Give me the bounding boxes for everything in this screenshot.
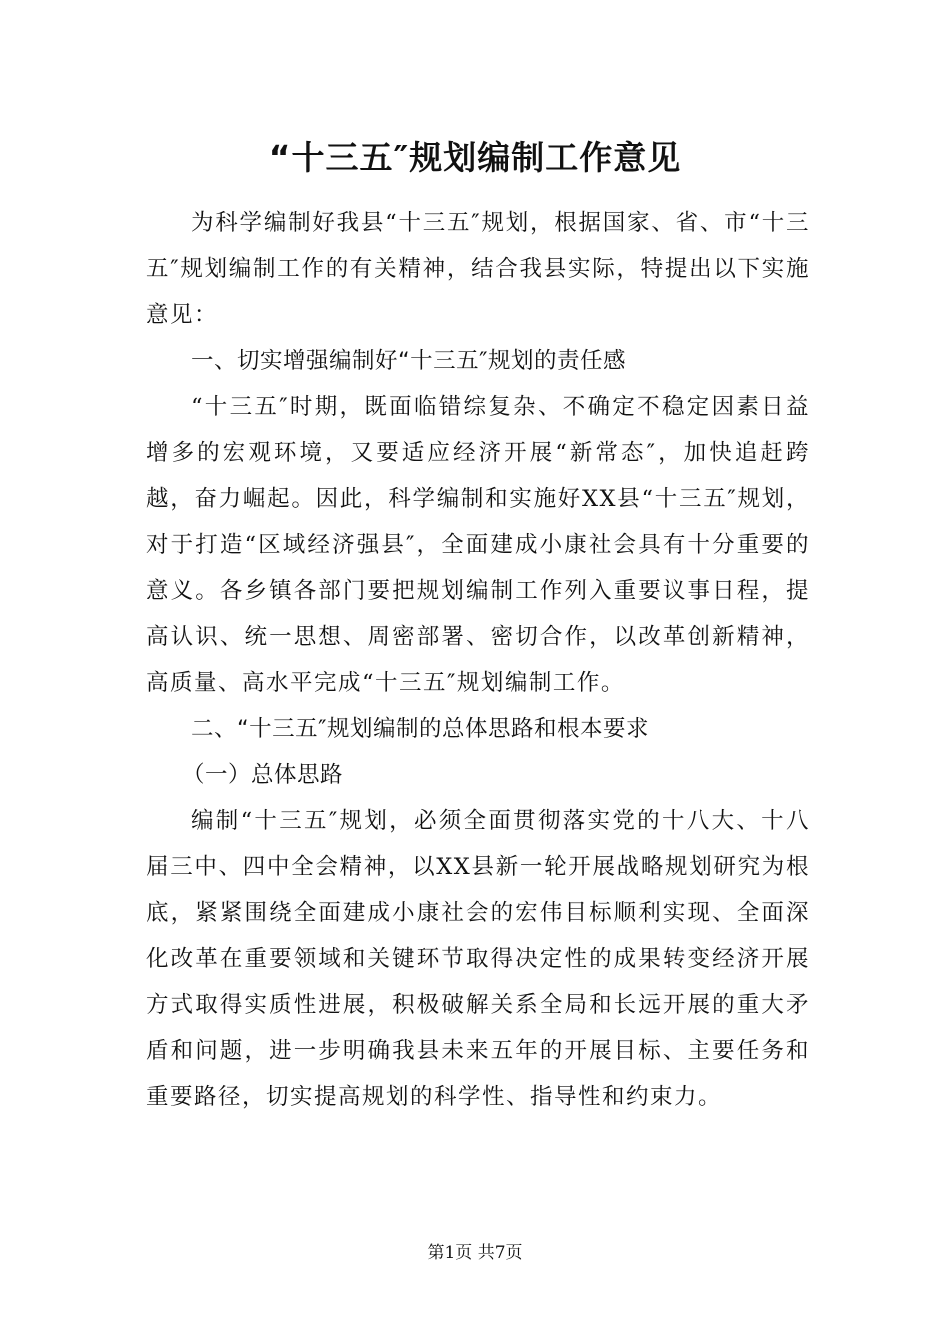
section-1-paragraph: “十三五″时期，既面临错综复杂、不确定不稳定因素日益增多的宏观环境，又要适应经济开展“新常态″，加快追赶跨越，奋力崛起。因此，科学编制和实施好XX县“十三五″规划，对于打造“区域经济强县″，全面建成小康社会具有十分重要的意义。各乡镇各部门要把规划编制工作列入重要议事日程，提高认识、统一思想、周密部署、密切合作，以改革创新精神，高质量、高水平完成“十三五″规划编制工作。 bbox=[146, 394, 810, 696]
page-footer: 第1页 共7页 bbox=[427, 1243, 523, 1263]
intro-paragraph: 为科学编制好我县“十三五″规划，根据国家、省、市“十三五″规划编制工作的有关精神，结合我县实际，特提出以下实施意见： bbox=[146, 210, 810, 328]
section-2-heading: 二、“十三五″规划编制的总体思路和根本要求 bbox=[191, 716, 650, 742]
document-body bbox=[146, 200, 810, 1120]
section-2-1-heading: （一）总体思路 bbox=[182, 762, 344, 788]
section-2-1-paragraph: 编制“十三五″规划，必须全面贯彻落实党的十八大、十八届三中、四中全会精神，以XX县新一轮开展战略规划研究为根底，紧紧围绕全面建成小康社会的宏伟目标顺利实现、全面深化改革在重要领域和关键环节取得决定性的成果转变经济开展方式取得实质性进展，积极破解关系全局和长远开展的重大矛盾和问题，进一步明确我县未来五年的开展目标、主要任务和重要路径，切实提高规划的科学性、指导性和约束力。 bbox=[146, 808, 810, 1110]
document-title: “十三五″规划编制工作意见 bbox=[268, 138, 682, 177]
section-1-heading: 一、切实增强编制好“十三五″规划的责任感 bbox=[191, 348, 627, 374]
